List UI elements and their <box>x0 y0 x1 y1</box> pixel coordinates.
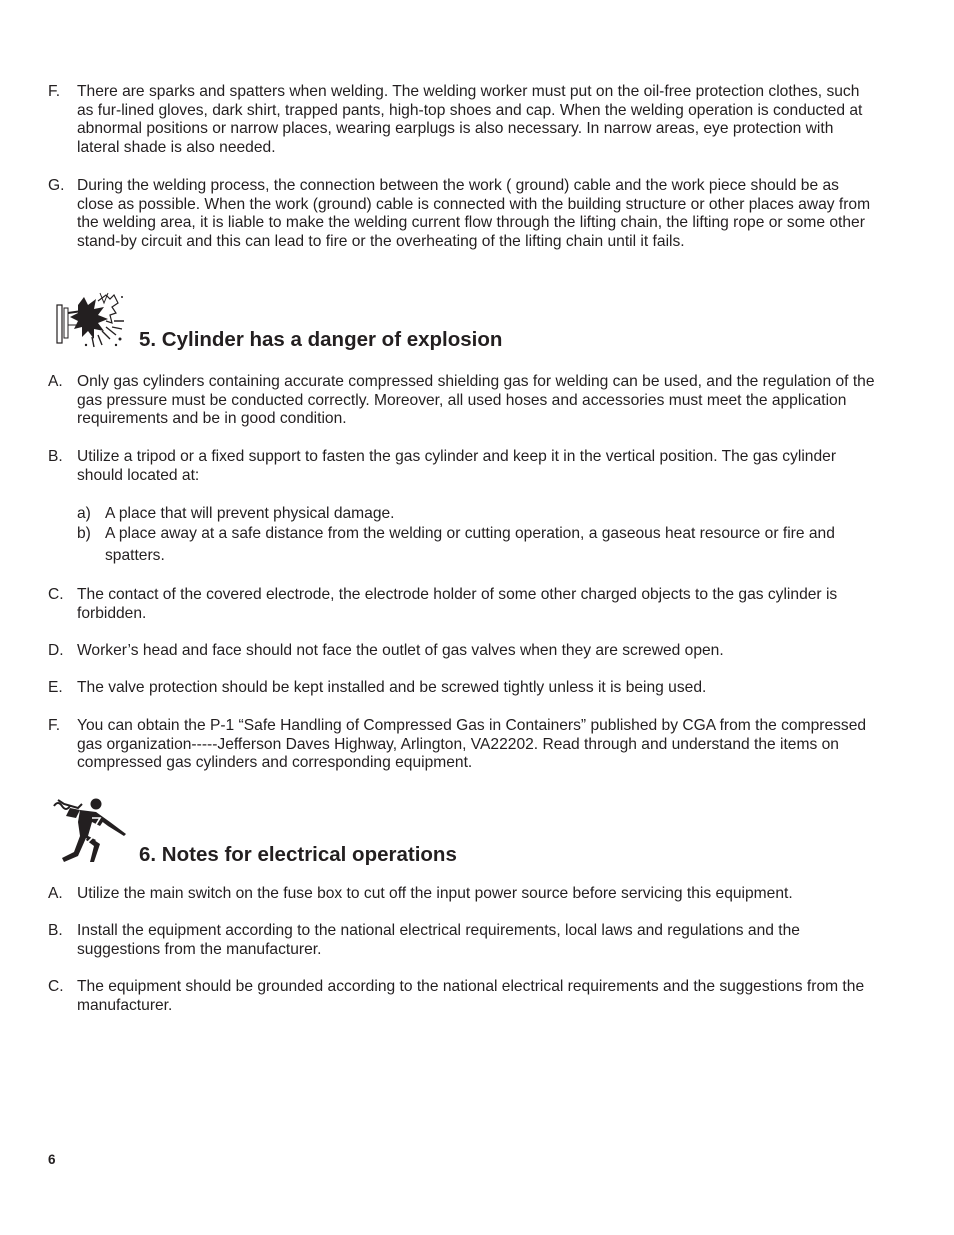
list-item-c <box>48 978 878 1015</box>
list-item-text: Only gas cylinders containing accurate compressed shielding gas for welding can be used, and the regulation of the gas pressure must be conducted correctly. Moreover, all used hoses and accessories must meet the application requirements and be in good condition. <box>77 373 875 428</box>
list-item-letter: A. <box>48 373 63 390</box>
list-item-letter: B. <box>48 922 63 939</box>
list-item-c <box>48 586 878 623</box>
list-item-letter: B. <box>48 448 63 465</box>
electric-shock-icon <box>52 796 128 864</box>
section-heading-electrical-operations: 6. Notes for electrical operations <box>139 843 457 866</box>
list-item-letter: F. <box>48 717 61 734</box>
list-item-text: The valve protection should be kept installed and be screwed tightly unless it is being used. <box>77 679 707 696</box>
sub-item-text: A place away at a safe distance from the welding or cutting operation, a gaseous heat resource or fire and spatters. <box>105 525 835 564</box>
list-item-e <box>48 679 878 698</box>
list-item-b <box>48 922 878 959</box>
list-item-g <box>48 177 878 251</box>
list-item-text: Worker’s head and face should not face the outlet of gas valves when they are screwed open. <box>77 642 724 659</box>
list-item-letter: C. <box>48 978 64 995</box>
sub-item-letter: a) <box>77 505 91 522</box>
list-item-text: During the welding process, the connection between the work ( ground) cable and the work piece should be as close as possible. When the work (ground) cable is connected with the building structure or other places away from the welding area, it is liable to make the welding current flow through the lifting chain, the lifting rope or some other stand-by circuit and this can lead to fire or the overheating of the lifting chain until it fails. <box>77 177 871 250</box>
sub-item-letter: b) <box>77 525 91 542</box>
list-item-text: There are sparks and spatters when welding. The welding worker must put on the oil-free protection clothes, such as fur-lined gloves, dark shirt, trapped pants, high-top shoes and cap. When the welding operation is conducted at abnormal positions or narrow places, wearing earplugs is also necessary. In narrow areas, eye protection with lateral shade is also needed. <box>77 83 863 156</box>
list-item-text: The equipment should be grounded according to the national electrical requirements and the suggestions from the manufacturer. <box>77 978 865 1014</box>
list-item-letter: F. <box>48 83 61 100</box>
list-item-letter: A. <box>48 885 63 902</box>
list-item-text: The contact of the covered electrode, the electrode holder of some other charged objects to the gas cylinder is forbidden. <box>77 586 838 622</box>
list-item-letter: G. <box>48 177 65 194</box>
list-item-text: Install the equipment according to the national electrical requirements, local laws and regulations and the suggestions from the manufacturer. <box>77 922 800 958</box>
list-item-f <box>48 717 878 773</box>
sub-item-text: A place that will prevent physical damage. <box>105 505 395 522</box>
sub-item-a <box>77 505 867 524</box>
page-number: 6 <box>48 1152 56 1167</box>
list-item-text: Utilize a tripod or a fixed support to fasten the gas cylinder and keep it in the vertical position. The gas cylinder should located at: <box>77 448 837 484</box>
sub-item-b <box>77 523 867 566</box>
list-item-letter: D. <box>48 642 64 659</box>
list-item-f <box>48 83 878 157</box>
section-heading-cylinder-explosion: 5. Cylinder has a danger of explosion <box>139 328 503 351</box>
cylinder-explosion-icon <box>52 291 126 349</box>
list-item-a <box>48 885 878 904</box>
list-item-d <box>48 642 878 661</box>
list-item-a <box>48 373 878 429</box>
list-item-text: Utilize the main switch on the fuse box to cut off the input power source before servicing this equipment. <box>77 885 793 902</box>
list-item-letter: C. <box>48 586 64 603</box>
list-item-text: You can obtain the P-1 “Safe Handling of Compressed Gas in Containers” published by CGA from the compressed gas organization-----Jefferson Daves Highway, Arlington, VA22202. Read through and understand the items on compressed gas cylinders and corresponding equipment. <box>77 717 867 772</box>
list-item-letter: E. <box>48 679 63 696</box>
list-item-b <box>48 448 878 485</box>
